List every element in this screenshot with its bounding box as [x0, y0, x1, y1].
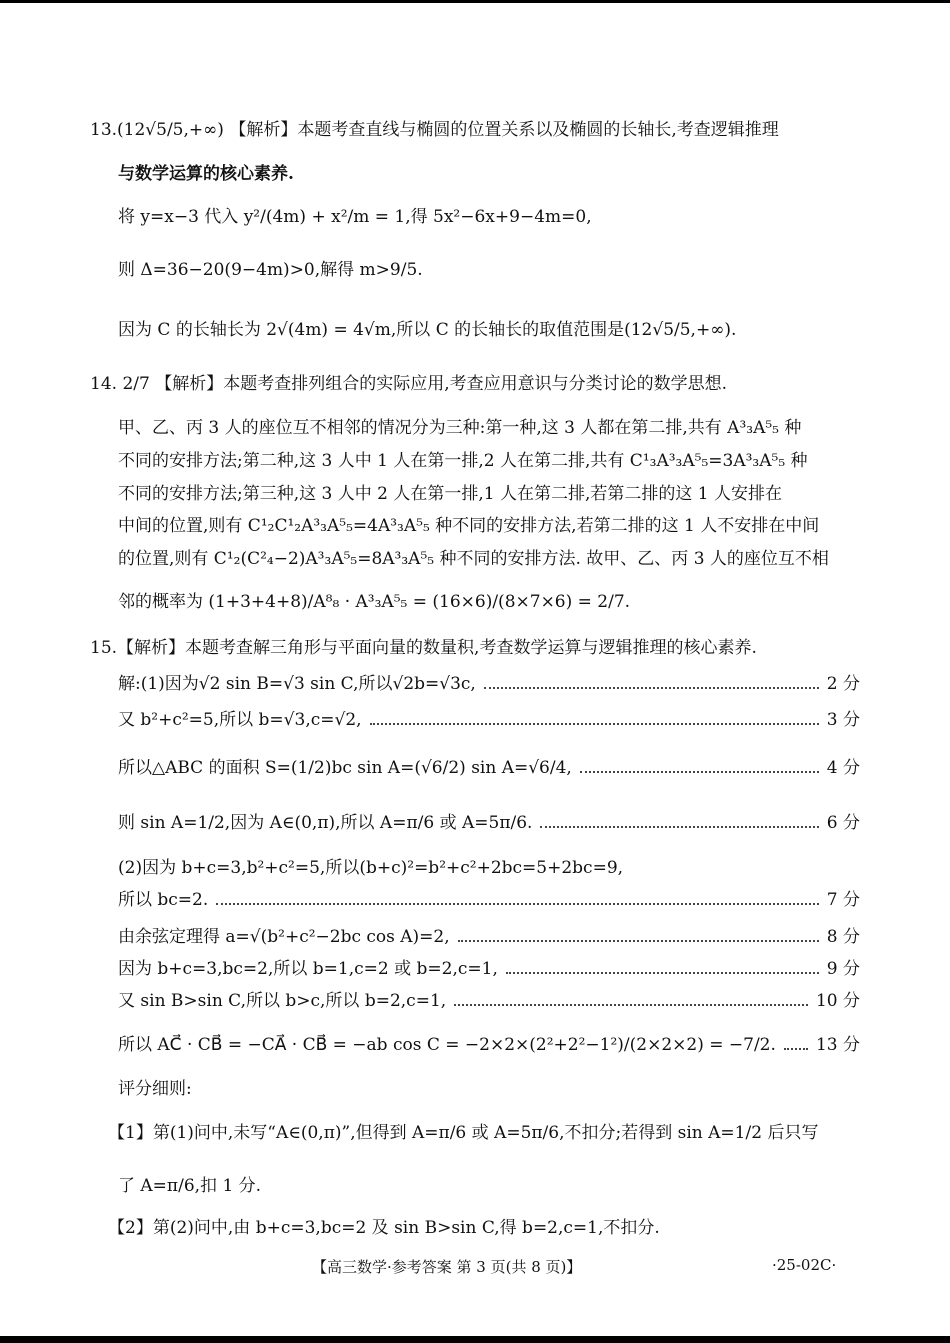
q15-step	[118, 672, 860, 696]
q14-line3: 不同的安排方法;第二种,这 3 人中 1 人在第一排,2 人在第二排,共有 C¹₃A³₃A⁵₅=3A³₃A⁵₅ 种	[118, 451, 808, 471]
footer-code: ·25-02C·	[772, 1256, 837, 1274]
step-text: 所以△ABC 的面积 S=(1/2)bc sin A=(√6/2) sin A=√6/4,	[118, 758, 572, 778]
leader-dots	[540, 826, 818, 828]
bottom-border	[0, 1336, 950, 1343]
leader-dots	[454, 1004, 808, 1006]
rubric-item-1b: 了 A=π/6,扣 1 分.	[118, 1176, 262, 1196]
rubric-item-1a: 【1】第(1)问中,未写“A∈(0,π)”,但得到 A=π/6 或 A=5π/6,不扣分;若得到 sin A=1/2 后只写	[108, 1123, 819, 1143]
q13-line5: 因为 C 的长轴长为 2√(4m) = 4√m,所以 C 的长轴长的取值范围是(12√5/5,+∞).	[118, 320, 737, 340]
leader-dots	[484, 687, 819, 689]
leader-dots	[784, 1048, 808, 1050]
leader-dots	[458, 940, 819, 942]
q14-line5: 中间的位置,则有 C¹₂C¹₂A³₃A⁵₅=4A³₃A⁵₅ 种不同的安排方法,若第二排的这 1 人不安排在中间	[118, 516, 820, 536]
q14-line2: 甲、乙、丙 3 人的座位互不相邻的情况分为三种:第一种,这 3 人都在第二排,共有 A³₃A⁵₅ 种	[118, 418, 802, 438]
rubric-title: 评分细则:	[118, 1079, 192, 1099]
q15-step	[118, 888, 860, 912]
leader-dots	[216, 903, 818, 905]
step-text: 则 sin A=1/2,因为 A∈(0,π),所以 A=π/6 或 A=5π/6.	[118, 813, 533, 833]
leader-dots	[370, 723, 819, 725]
leader-dots	[580, 771, 819, 773]
step-points: 13 分	[815, 1035, 860, 1055]
step-text: 由余弦定理得 a=√(b²+c²−2bc cos A)=2,	[118, 927, 450, 947]
leader-dots	[506, 972, 819, 974]
q14-line7: 邻的概率为 (1+3+4+8)/A⁸₈ · A³₃A⁵₅ = (16×6)/(8×7×6) = 2/7.	[118, 592, 631, 612]
step-points: 6 分	[826, 813, 860, 833]
step-points: 10 分	[815, 991, 860, 1011]
rubric-item-2: 【2】第(2)问中,由 b+c=3,bc=2 及 sin B>sin C,得 b=2,c=1,不扣分.	[108, 1218, 660, 1238]
step-points: 2 分	[826, 674, 860, 694]
step-points: 7 分	[826, 890, 860, 910]
q14-line4: 不同的安排方法;第三种,这 3 人中 2 人在第一排,1 人在第二排,若第二排的这 1 人安排在	[118, 484, 783, 504]
q15-step	[118, 925, 860, 949]
q15-step	[118, 1033, 860, 1057]
step-text: 又 b²+c²=5,所以 b=√3,c=√2,	[118, 710, 362, 730]
q14-line6: 的位置,则有 C¹₂(C²₄−2)A³₃A⁵₅=8A³₃A⁵₅ 种不同的安排方法. 故甲、乙、丙 3 人的座位互不相	[118, 549, 829, 569]
q13-line3: 将 y=x−3 代入 y²/(4m) + x²/m = 1,得 5x²−6x+9−4m=0,	[118, 207, 592, 227]
q15-part2-intro: (2)因为 b+c=3,b²+c²=5,所以(b+c)²=b²+c²+2bc=5+2bc=9,	[118, 858, 624, 878]
q15-step	[118, 708, 860, 732]
q15-step	[118, 756, 860, 780]
q14-line1: 14. 2/7 【解析】本题考查排列组合的实际应用,考查应用意识与分类讨论的数学思想.	[90, 374, 728, 394]
q13-line4: 则 Δ=36−20(9−4m)>0,解得 m>9/5.	[118, 260, 423, 280]
q15-heading: 15.【解析】本题考查解三角形与平面向量的数量积,考查数学运算与逻辑推理的核心素养.	[90, 638, 757, 658]
step-text: 所以 AC⃗ · CB⃗ = −CA⃗ · CB⃗ = −ab cos C = −2×2×(2²+2²−1²)/(2×2×2) = −7/2.	[118, 1035, 776, 1055]
q13-line2: 与数学运算的核心素养.	[118, 164, 294, 184]
step-points: 4 分	[826, 758, 860, 778]
step-text: 所以 bc=2.	[118, 890, 209, 910]
footer-page-info: 【高三数学·参考答案 第 3 页(共 8 页)】	[312, 1258, 582, 1276]
step-points: 9 分	[826, 959, 860, 979]
step-text: 又 sin B>sin C,所以 b>c,所以 b=2,c=1,	[118, 991, 447, 1011]
step-text: 因为 b+c=3,bc=2,所以 b=1,c=2 或 b=2,c=1,	[118, 959, 498, 979]
step-points: 8 分	[826, 927, 860, 947]
q15-step	[118, 989, 860, 1013]
step-text: 解:(1)因为√2 sin B=√3 sin C,所以√2b=√3c,	[118, 674, 476, 694]
step-points: 3 分	[826, 710, 860, 730]
q13-line1: 13.(12√5/5,+∞) 【解析】本题考查直线与椭圆的位置关系以及椭圆的长轴长,考查逻辑推理	[90, 120, 779, 140]
top-border	[0, 0, 950, 3]
q15-step	[118, 957, 860, 981]
q15-step	[118, 811, 860, 835]
